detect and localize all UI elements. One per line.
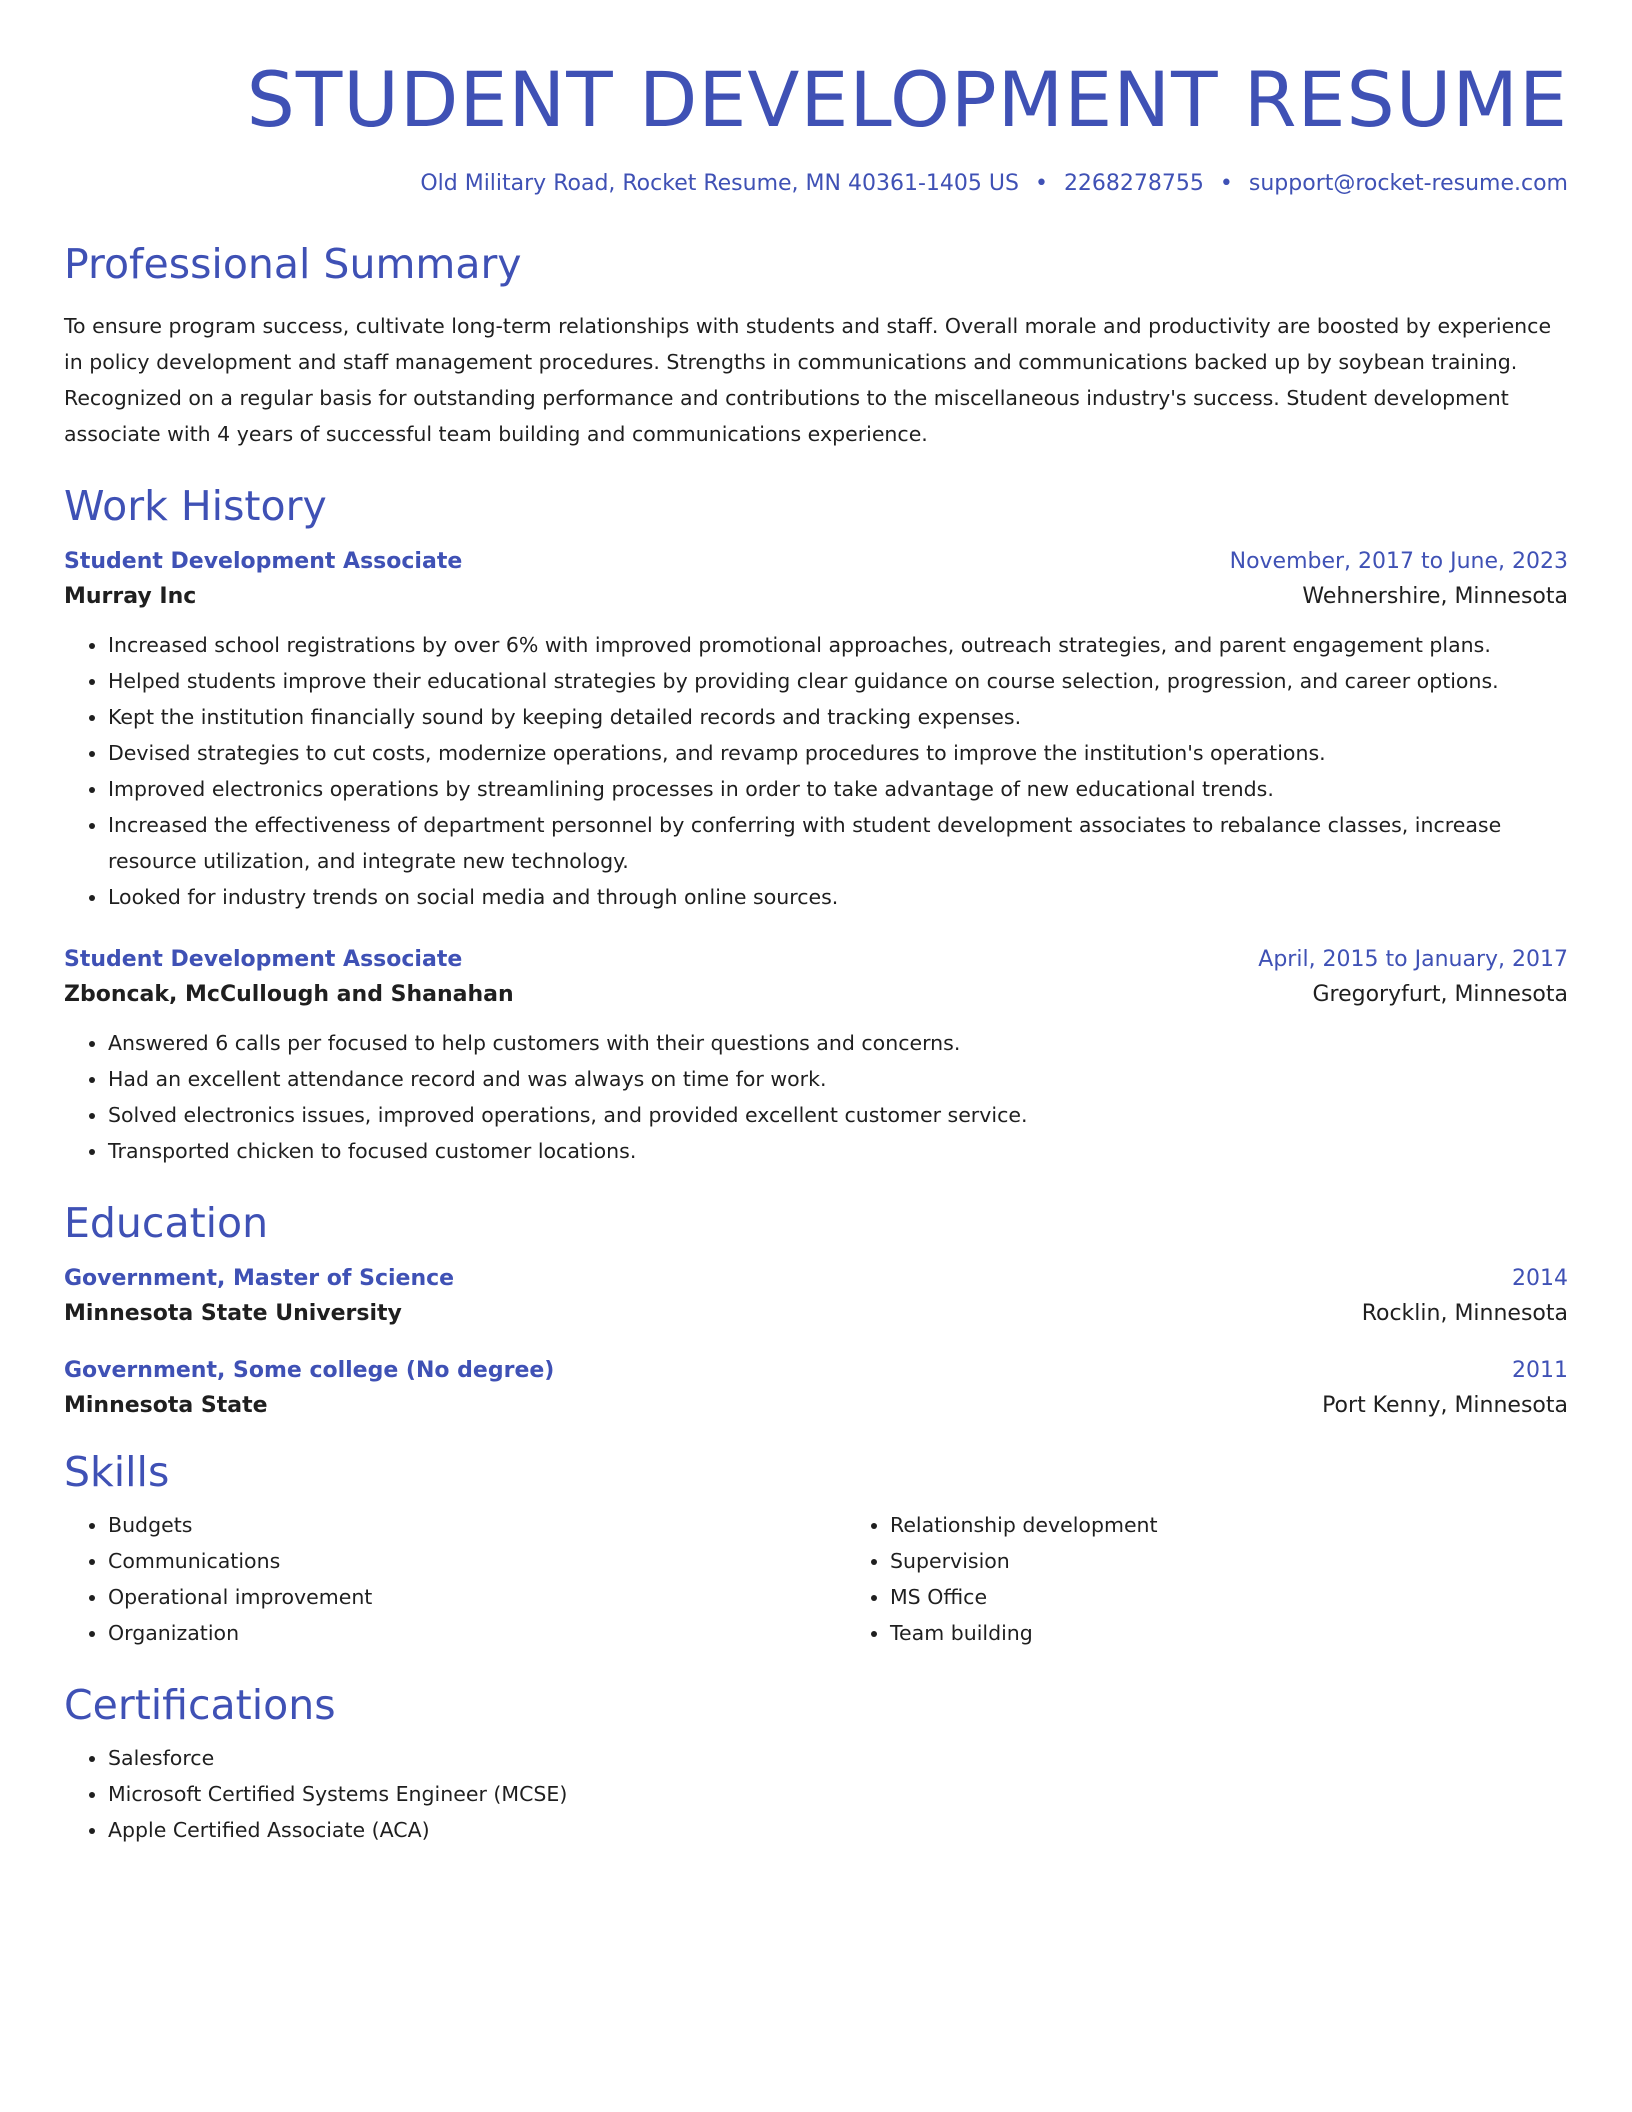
job-bullet-list <box>64 627 1568 915</box>
job-bullet: • Improved electronics operations by streamlining processes in order to take advantage of new educational trends. <box>108 771 1568 807</box>
job-dates: April, 2015 to January, 2017 <box>1258 946 1568 972</box>
job-bullet: • Transported chicken to focused customer locations. <box>108 1133 1568 1169</box>
job-bullet: • Had an excellent attendance record and was always on time for work. <box>108 1061 1568 1097</box>
school-name: Minnesota State <box>64 1392 268 1418</box>
education-year: 2014 <box>1512 1265 1568 1291</box>
degree-name: Government, Some college (No degree) <box>64 1357 555 1383</box>
skills-title: Skills <box>64 1447 170 1496</box>
contact-separator: • <box>1219 171 1233 197</box>
work-history-section <box>64 482 1568 1169</box>
work-history-title: Work History <box>64 481 327 530</box>
summary-text: To ensure program success, cultivate long-term relationships with students and staff. Overall morale and productivity are boosted by experience in policy development and staff management procedures. Strengths in communications and communications backed up by soybean training. Recognized on a regular basis for outstanding performance and contributions to the miscellaneous industry's success. Student development associate with 4 years of successful team building and communications experience. <box>64 313 1552 446</box>
degree-name: Government, Master of Science <box>64 1265 455 1291</box>
skills-section <box>64 1448 1568 1651</box>
contact-phone: 2268278755 <box>1063 171 1204 197</box>
skills-list-left <box>64 1507 846 1651</box>
skill-item: • Organization <box>108 1615 846 1651</box>
certification-item: • Salesforce <box>108 1740 1568 1776</box>
job-title: Student Development Associate <box>64 946 463 972</box>
job-bullet: • Solved electronics issues, improved operations, and provided excellent customer service. <box>108 1097 1568 1133</box>
summary-title: Professional Summary <box>64 240 522 289</box>
contact-address: Old Military Road, Rocket Resume, MN 40361-1405 US <box>420 171 1019 197</box>
job-bullet: • Kept the institution financially sound by keeping detailed records and tracking expenses. <box>108 699 1568 735</box>
job-bullet: • Helped students improve their educational strategies by providing clear guidance on course selection, progression, and career options. <box>108 663 1568 699</box>
education-section <box>64 1199 1568 1418</box>
job-location: Gregoryfurt, Minnesota <box>1312 981 1568 1007</box>
contact-line <box>64 171 1568 196</box>
skill-item: • Budgets <box>108 1507 846 1543</box>
certification-item: • Microsoft Certified Systems Engineer (MCSE) <box>108 1776 1568 1812</box>
employer-name: Zboncak, McCullough and Shanahan <box>64 981 514 1007</box>
certifications-list <box>64 1740 1568 1848</box>
contact-email: support@rocket-resume.com <box>1248 171 1568 197</box>
school-name: Minnesota State University <box>64 1300 402 1326</box>
job-bullet-list <box>64 1025 1568 1169</box>
job-entry <box>64 947 1568 1169</box>
skill-item: • Operational improvement <box>108 1579 846 1615</box>
job-bullet: • Increased school registrations by over 6% with improved promotional approaches, outreach strategies, and parent engagement plans. <box>108 627 1568 663</box>
education-year: 2011 <box>1512 1357 1568 1383</box>
skills-columns <box>64 1507 1568 1651</box>
job-bullet: • Increased the effectiveness of department personnel by conferring with student development associates to rebalance classes, increase resource utilization, and integrate new technology. <box>108 807 1568 879</box>
skill-item: • Communications <box>108 1543 846 1579</box>
job-entry <box>64 549 1568 915</box>
education-title: Education <box>64 1198 269 1247</box>
job-bullet: • Looked for industry trends on social media and through online sources. <box>108 879 1568 915</box>
skill-item: • Supervision <box>890 1543 1628 1579</box>
job-bullet: • Answered 6 calls per focused to help customers with their questions and concerns. <box>108 1025 1568 1061</box>
skill-item: • MS Office <box>890 1579 1628 1615</box>
skill-item: • Team building <box>890 1615 1628 1651</box>
employer-name: Murray Inc <box>64 583 197 609</box>
certifications-section <box>64 1681 1568 1848</box>
resume-name: STUDENT DEVELOPMENT RESUME <box>246 55 1568 144</box>
skill-item: • Relationship development <box>890 1507 1628 1543</box>
education-entry <box>64 1266 1568 1326</box>
job-location: Wehnershire, Minnesota <box>1302 583 1568 609</box>
education-entry <box>64 1358 1568 1418</box>
certification-item: • Apple Certified Associate (ACA) <box>108 1812 1568 1848</box>
certifications-title: Certifications <box>64 1681 336 1730</box>
job-dates: November, 2017 to June, 2023 <box>1229 548 1568 574</box>
job-title: Student Development Associate <box>64 548 463 574</box>
school-location: Port Kenny, Minnesota <box>1322 1392 1568 1418</box>
contact-separator: • <box>1034 171 1048 197</box>
job-bullet: • Devised strategies to cut costs, modernize operations, and revamp procedures to improve the institution's operations. <box>108 735 1568 771</box>
skills-list-right <box>846 1507 1628 1651</box>
resume-header <box>64 56 1568 196</box>
school-location: Rocklin, Minnesota <box>1361 1300 1568 1326</box>
